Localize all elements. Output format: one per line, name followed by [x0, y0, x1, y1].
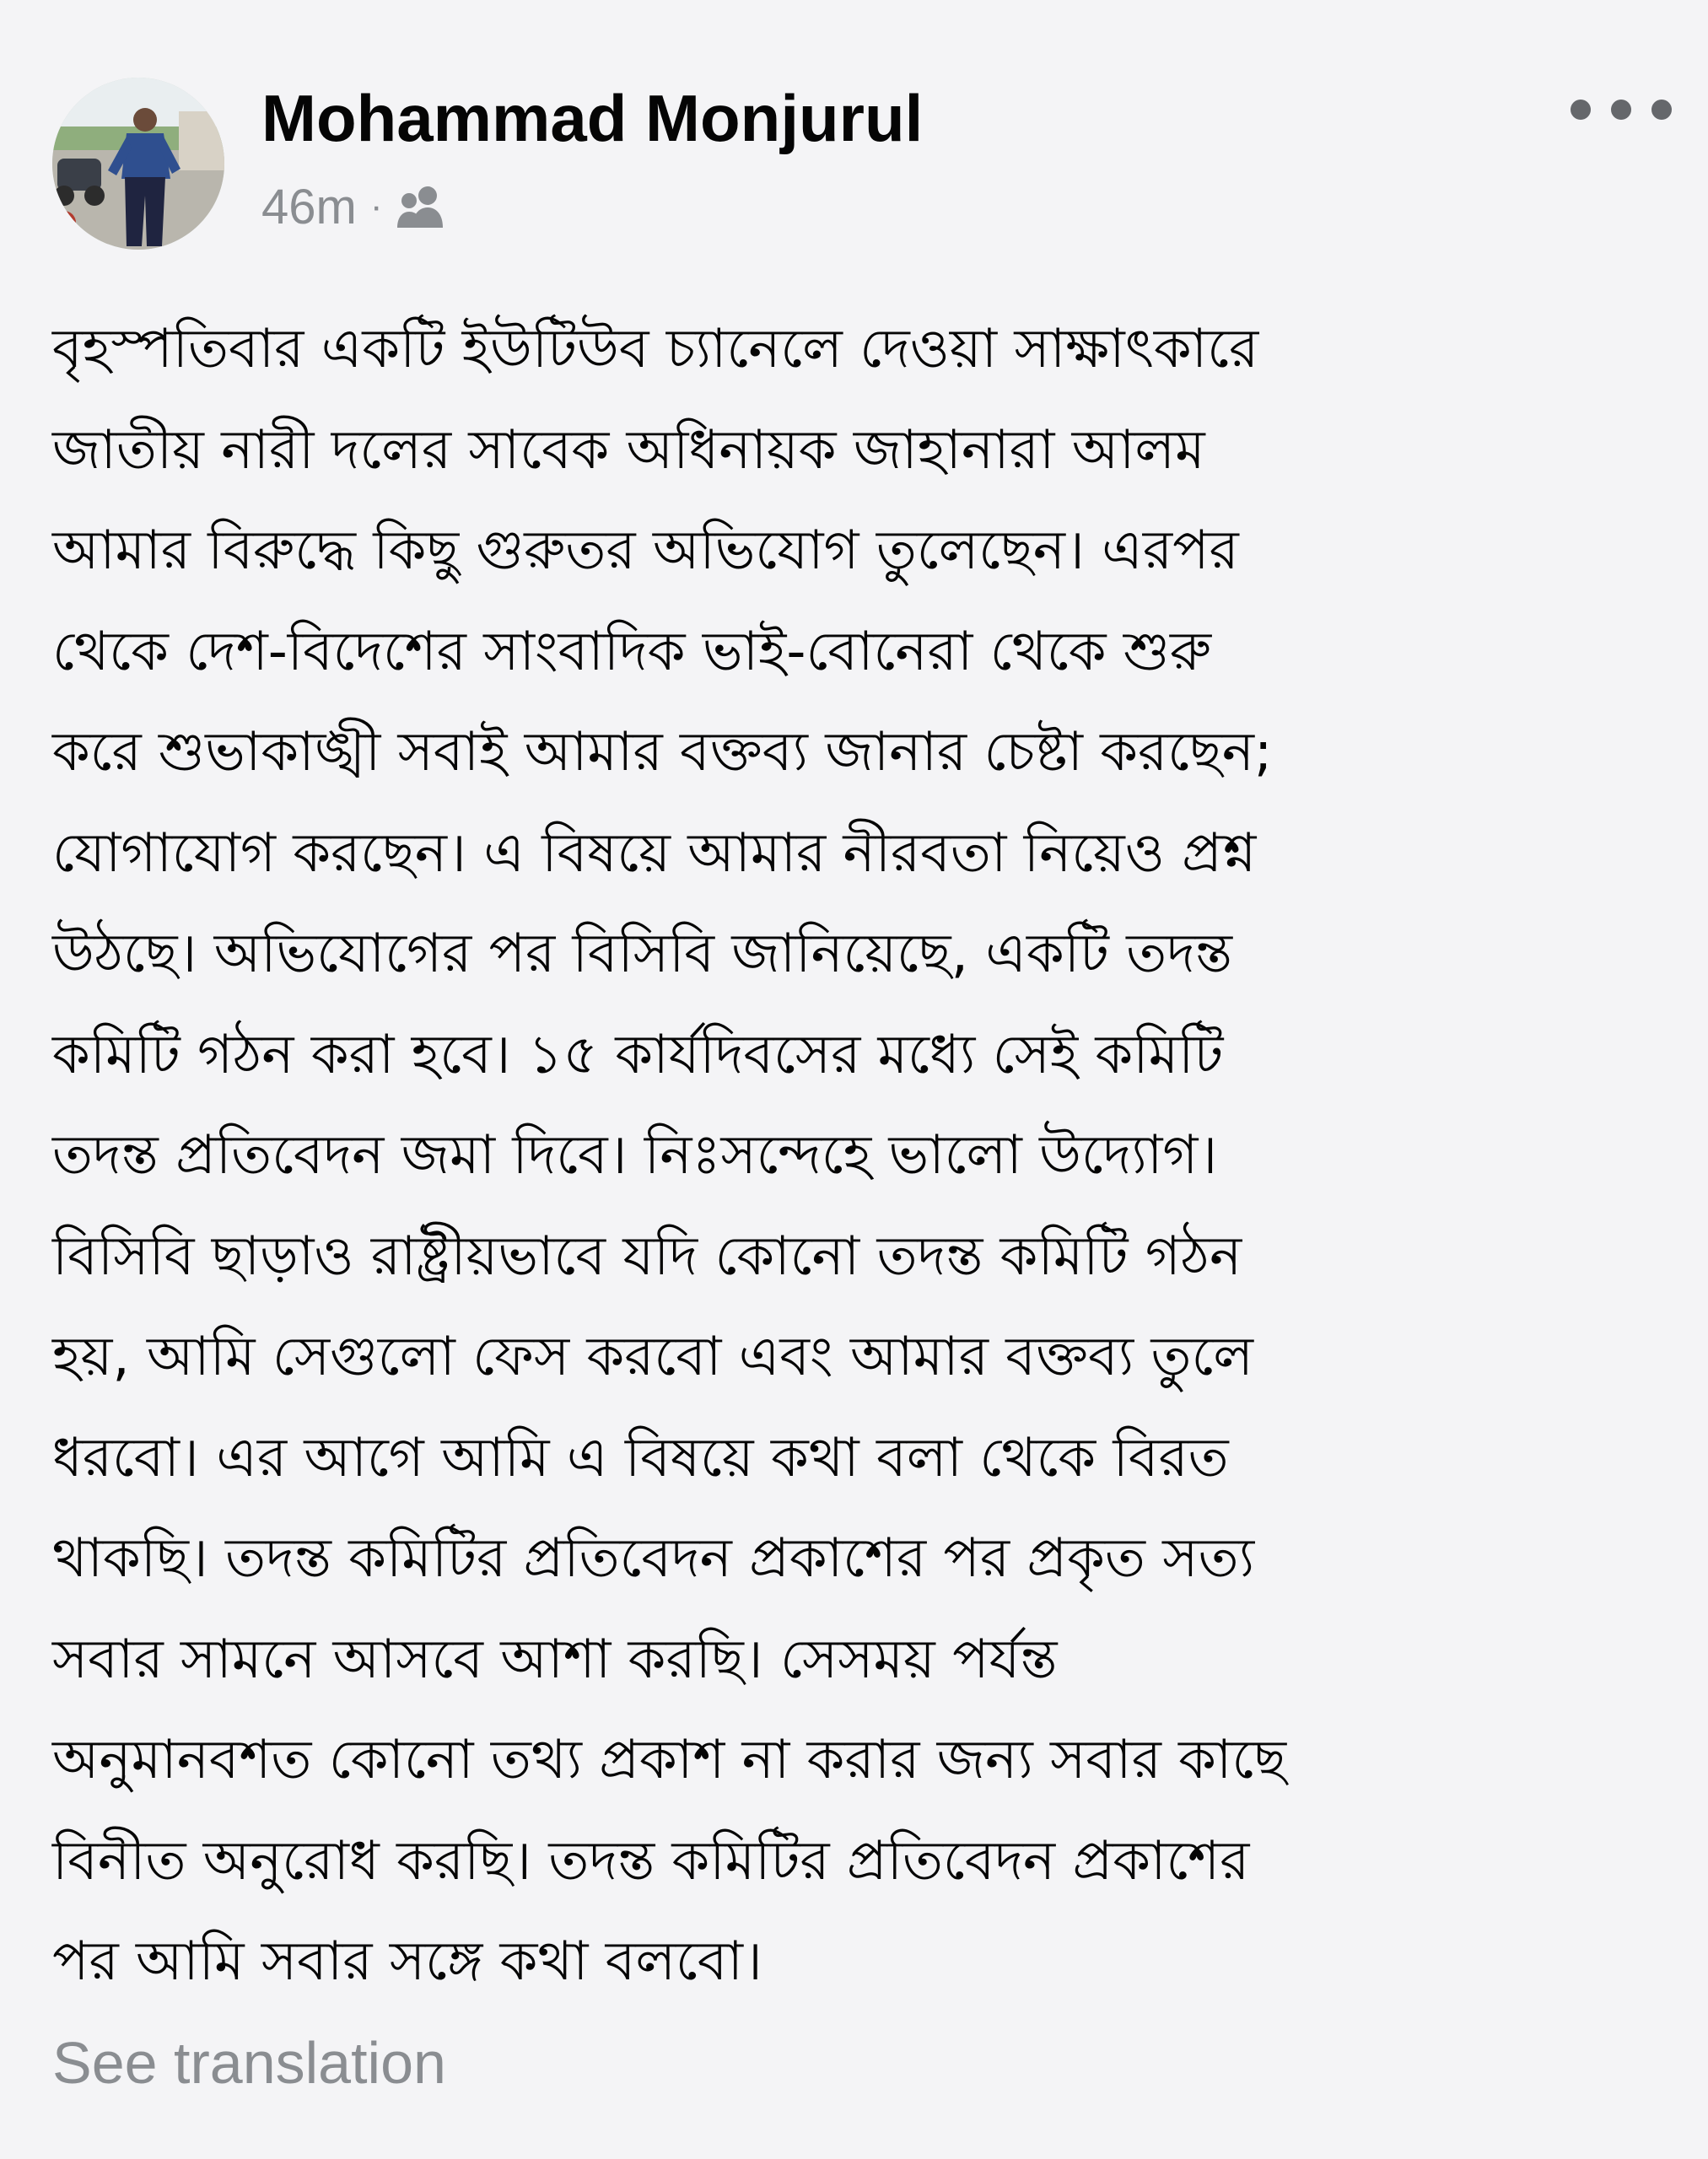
post-text-line: হয়, আমি সেগুলো ফেস করবো এবং আমার বক্তব্য তুলে	[52, 1326, 1253, 1388]
post-text-line: থাকছি। তদন্ত কমিটির প্রতিবেদন প্রকাশের পর প্রকৃত সত্য	[52, 1527, 1255, 1590]
post-timestamp[interactable]: 46m	[261, 179, 357, 234]
author-name[interactable]: Mohammad Monjurul	[261, 81, 924, 155]
post-text-line: জাতীয় নারী দলের সাবেক অধিনায়ক জাহানারা আলম	[52, 418, 1205, 482]
post-text-line: বিনীত অনুরোধ করছি। তদন্ত কমিটির প্রতিবেদন প্রকাশের	[52, 1829, 1250, 1892]
post-text-line: আমার বিরুদ্ধে কিছু গুরুতর অভিযোগ তুলেছেন। এরপর	[52, 520, 1239, 582]
post-text-line: বিসিবি ছাড়াও রাষ্ট্রীয়ভাবে যদি কোনো তদন্ত কমিটি গঠন	[52, 1225, 1242, 1288]
post-text-line: পর আমি সবার সঙ্গে কথা বলবো।	[52, 1930, 762, 1993]
post-text-line: করে শুভাকাঙ্খী সবাই আমার বক্তব্য জানার চেষ্টা করছেন;	[52, 721, 1273, 783]
dot	[1571, 100, 1591, 120]
post-text-line: ধরবো। এর আগে আমি এ বিষয়ে কথা বলা থেকে বিরত	[52, 1426, 1229, 1489]
post-text-line: সবার সামনে আসবে আশা করছি। সেসময় পর্যন্ত	[52, 1628, 1058, 1691]
post-text-line: উঠছে। অভিযোগের পর বিসিবি জানিয়েছে, একটি তদন্ত	[52, 923, 1233, 985]
post-text-line: যোগাযোগ করছেন। এ বিষয়ে আমার নীরবতা নিয়েও প্রশ্ন	[52, 821, 1257, 885]
profile-photo	[52, 78, 224, 250]
post-meta	[261, 173, 448, 240]
post-text-line: অনুমানবশত কোনো তথ্য প্রকাশ না করার জন্য সবার কাছে	[52, 1729, 1286, 1791]
post-text-line: থেকে দেশ-বিদেশের সাংবাদিক ভাই-বোনেরা থেকে শুরু	[52, 620, 1212, 683]
see-translation-link[interactable]: See translation	[52, 2030, 446, 2096]
post-text-line: তদন্ত প্রতিবেদন জমা দিবে। নিঃসন্দেহে ভালো উদ্যোগ।	[52, 1124, 1218, 1187]
dot	[1611, 100, 1631, 120]
post-text-line: বৃহস্পতিবার একটি ইউটিউব চ্যানেলে দেওয়া সাক্ষাৎকারে	[52, 318, 1259, 380]
more-options-icon[interactable]	[1571, 84, 1672, 135]
meta-separator: ·	[369, 186, 383, 227]
post-text-line: কমিটি গঠন করা হবে। ১৫ কার্যদিবসের মধ্যে সেই কমিটি	[52, 1023, 1224, 1086]
dot	[1651, 100, 1672, 120]
author-avatar[interactable]	[52, 78, 224, 250]
post-body	[52, 299, 1655, 2013]
friends-icon[interactable]	[396, 184, 448, 229]
